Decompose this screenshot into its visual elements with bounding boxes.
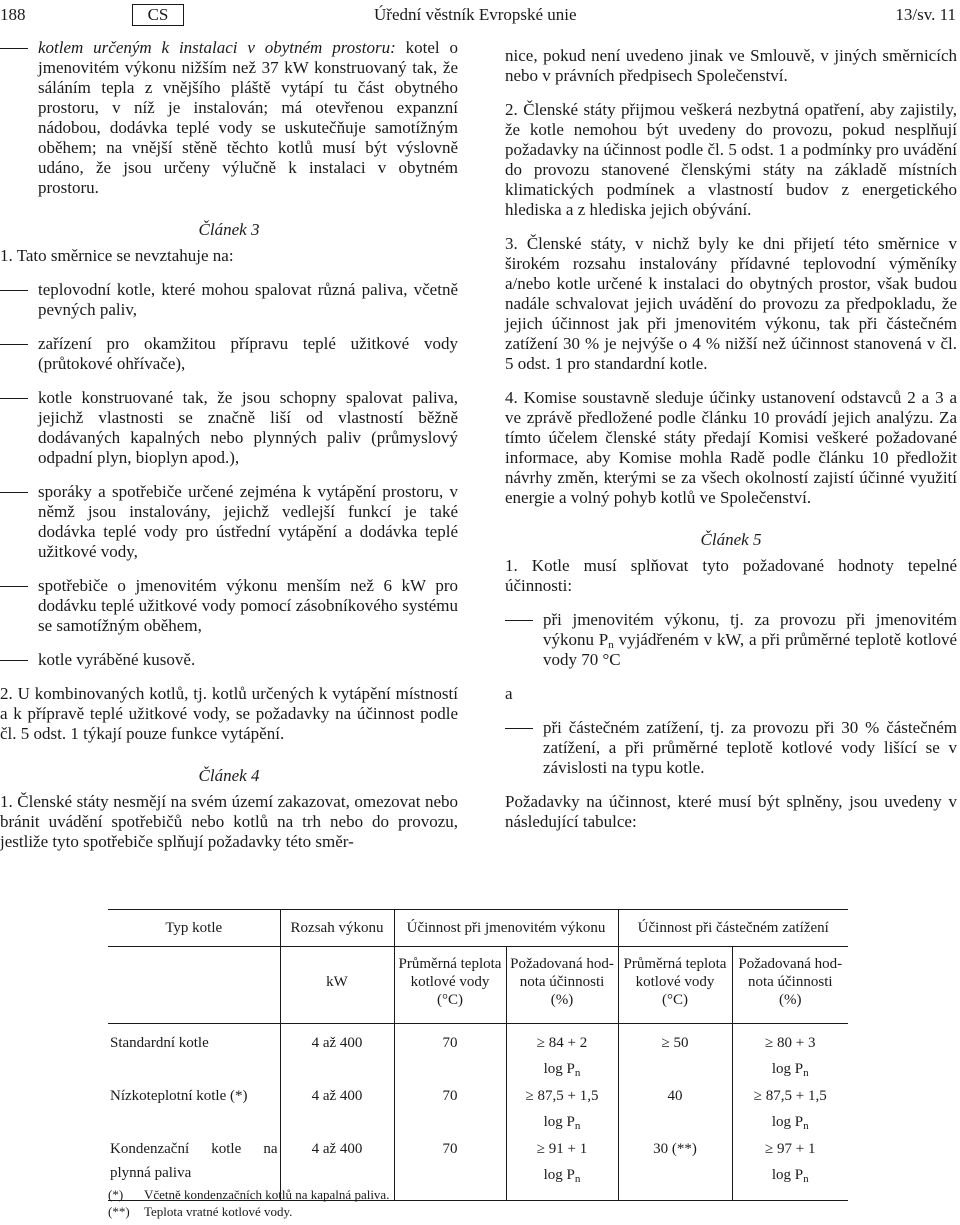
article-4-continuation: nice, pokud není uvedeno jinak ve Smlouvě, v jiných směrnicích nebo v právních předpisech Společenství.: [505, 46, 957, 85]
subheader-nominal-required: Požadovaná hod- nota účinnosti (%): [506, 947, 618, 1024]
cell-nominal-required: ≥ 91 + 1 $\log P_n$: [506, 1136, 618, 1201]
table-footnotes: [108, 1186, 389, 1220]
cell-partial-temp: ≥ 50: [618, 1024, 732, 1084]
cell-boiler-type: Nízkoteplotní kotle (*): [110, 1088, 248, 1104]
table-row: [108, 1024, 848, 1084]
article-5-paragraph-1: 1. Kotle musí splňovat tyto požadované hodnoty tepelné účinnosti:: [505, 556, 957, 595]
conjunction-and: a: [505, 684, 513, 703]
header-nominal-efficiency: Účinnost při jmenovitém výkonu: [394, 910, 618, 947]
page-number: 188: [0, 5, 26, 24]
subheader-empty: [108, 947, 280, 1024]
cell-nominal-temp: 70: [394, 1083, 506, 1136]
article-4-heading: Článek 4: [198, 766, 260, 785]
cell-nominal-temp: 70: [394, 1024, 506, 1084]
definition-item: [0, 38, 458, 198]
footnote: (**) Teplota vratné kotlové vody.: [108, 1204, 293, 1219]
subheader-partial-temp: Průměrná teplota kotlové vody (°C): [618, 947, 732, 1024]
language-badge: CS: [132, 4, 184, 26]
article-4-paragraph-4: 4. Komise soustavně sleduje účinky ustanovení odstavců 2 a 3 a ve zprávě předložené podle článku 10 provádí jejich analýzu. Za tímto účelem členské státy předají Komisi veškeré požadované informace, aby Komise mohla Radě podle článku 10 předložit návrhy změn, kterými se za všech okolností zajistí účinné využití energie a volný pohyb kotlů ve Společenství.: [505, 388, 957, 507]
cell-partial-required: ≥ 97 + 1 $\log P_n$: [732, 1136, 848, 1201]
cell-partial-temp: 40: [618, 1083, 732, 1136]
exclusion-item: sporáky a spotřebiče určené zejména k vytápění prostoru, v němž jsou instalovány, jejichž vedlejší funkcí je také dodávka teplé vody pro ústřední vytápění a dodávka teplé užitkové vody,: [38, 482, 458, 561]
article-4-paragraph-3: 3. Členské státy, v nichž byly ke dni přijetí této směrnice v širokém rozsahu instalovány přídavné teplovodní výměníky a/nebo kotle určené k instalaci do obytných prostor, však budou nadále schvalovat jejich uvádění do provozu za předpokladu, že jejich účinnost jak při jmenovitém výkonu, tak při částečném zatížení 30 % je nejvýše o 4 % nižší než účinnost stanovená v čl. 5 odst. 1 pro standardní kotle.: [505, 234, 957, 373]
exclusion-item: kotle vyráběné kusově.: [38, 650, 196, 669]
header-partial-efficiency: Účinnost při částečném zatížení: [618, 910, 848, 947]
exclusion-item: kotle konstruované tak, že jsou schopny spalovat paliva, jejichž vlastnosti se značně liší od vlastností běžně dodávaných kapalných nebo plynných paliv (průmyslový odpadní plyn, bioplyn apod.),: [38, 388, 458, 467]
efficiency-table: [108, 909, 848, 1201]
journal-title: Úřední věstník Evropské unie: [374, 5, 577, 24]
efficiency-table-wrap: [108, 909, 848, 1201]
article-5-table-intro: Požadavky na účinnost, které musí být splněny, jsou uvedeny v následující tabulce:: [505, 792, 957, 831]
header-power-range: Rozsah výkonu: [280, 910, 394, 947]
exclusion-item: zařízení pro okamžitou přípravu teplé užitkové vody (průtokové ohřívače),: [38, 334, 458, 373]
cell-range: 4 až 400: [280, 1083, 394, 1136]
subheader-partial-required: Požadovaná hod- nota účinnosti (%): [732, 947, 848, 1024]
article-4-paragraph-1: 1. Členské státy nesmějí na svém území zakazovat, omezovat nebo bránit uvádění spotřebičů nebo kotlů na trh nebo do provozu, jestliže tyto spotřebiče splňují požadavky této směr-: [0, 792, 458, 851]
cell-range: 4 až 400: [280, 1024, 394, 1084]
cell-partial-required: ≥ 80 + 3 $\log P_n$: [732, 1024, 848, 1084]
requirement-item: při částečném zatížení, tj. za provozu při 30 % částečném zatížení, a při průměrné teplotě kotlové vody lišící se v závislosti na typu kotle.: [543, 718, 957, 777]
right-column: [505, 46, 957, 832]
article-3-paragraph-1: 1. Tato směrnice se nevztahuje na:: [0, 246, 234, 265]
header-boiler-type: Typ kotle: [108, 910, 280, 947]
article-3-heading: Článek 3: [198, 220, 260, 239]
cell-partial-required: ≥ 87,5 + 1,5 $\log P_n$: [732, 1083, 848, 1136]
subheader-kw: kW: [280, 947, 394, 1024]
left-column: [0, 38, 458, 852]
exclusion-item: teplovodní kotle, které mohou spalovat různá paliva, včetně pevných paliv,: [38, 280, 458, 319]
article-3-paragraph-2: 2. U kombinovaných kotlů, tj. kotlů určených k vytápění místností a k přípravě teplé užitkové vody, se požadavky na účinnost podle čl. 5 odst. 1 týkají pouze funkce vytápění.: [0, 684, 458, 743]
cell-nominal-required: ≥ 87,5 + 1,5 $\log P_n$: [506, 1083, 618, 1136]
cell-range: 4 až 400: [280, 1136, 394, 1201]
requirement-item: při jmenovitém výkonu, tj. za provozu při jmenovitém výkonu $P_n$ vyjádřeném v kW, a při průměrné teplotě kotlové vody 70 °C: [543, 610, 957, 669]
cell-partial-temp: 30 (**): [618, 1136, 732, 1201]
definition-term: kotlem určeným k instalaci v obytném prostoru:: [38, 38, 396, 57]
footnote: (*) Včetně kondenzačních kotlů na kapalná paliva.: [108, 1187, 390, 1202]
cell-boiler-type: Kondenzační kotle na plynná paliva: [108, 1136, 280, 1201]
exclusion-item: spotřebiče o jmenovitém výkonu menším než 6 kW pro dodávku teplé užitkové vody pomocí zásobníkového systému se samotížným oběhem,: [38, 576, 458, 635]
article-4-paragraph-2: 2. Členské státy přijmou veškerá nezbytná opatření, aby zajistily, že kotle nemohou být uvedeny do provozu, pokud nesplňují požadavky na účinnost podle čl. 5 odst. 1 a podmínky pro uvádění do provozu stanovené členskými státy na základě místních klimatických podmínek a vlastností budov z energetického hlediska a z hlediska jejich obývání.: [505, 100, 957, 219]
definition-text: kotel o jmenovitém výkonu nižším než 37 kW konstruovaný tak, že sáláním tepla z vnějšího pláště vytápí tu část obytného prostoru, v níž je instalován; má otevřenou expanzní nádobou, dodávka teplé vody se uskutečňuje samotížným oběhem; na vnější stěně těchto kotlů musí být výslovně udáno, že jsou určeny výlučně k instalaci v obytném prostoru.: [38, 38, 458, 197]
cell-boiler-type: Standardní kotle: [110, 1035, 209, 1051]
cell-nominal-required: ≥ 84 + 2 $\log P_n$: [506, 1024, 618, 1084]
issue-number: 13/sv. 11: [895, 5, 956, 24]
table-row: [108, 1083, 848, 1136]
subheader-nominal-temp: Průměrná teplota kotlové vody (°C): [394, 947, 506, 1024]
article-5-heading: Článek 5: [700, 530, 762, 549]
cell-nominal-temp: 70: [394, 1136, 506, 1201]
